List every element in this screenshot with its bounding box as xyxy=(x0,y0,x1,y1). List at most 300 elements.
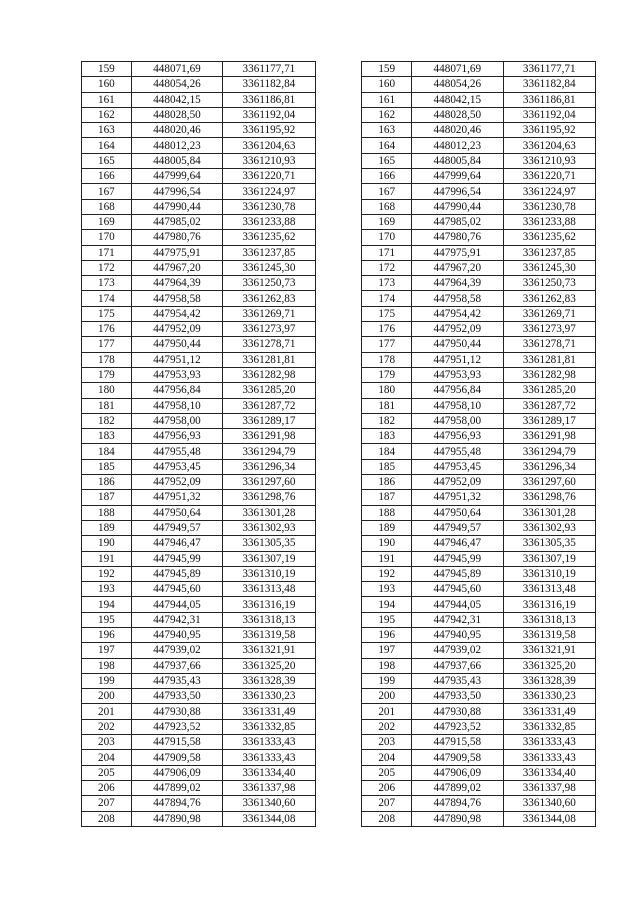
right-x-coordinate-cell: 447894,76 xyxy=(412,796,503,811)
left-y-coordinate-cell: 3361331,49 xyxy=(223,704,315,719)
left-x-coordinate-cell: 447950,64 xyxy=(131,505,222,520)
left-x-coordinate-cell: 448020,46 xyxy=(131,123,222,138)
right-point-number-cell: 182 xyxy=(362,413,412,428)
right-y-coordinate-cell: 3361333,43 xyxy=(503,735,595,750)
right-x-coordinate-cell: 447946,47 xyxy=(412,536,503,551)
left-x-coordinate-cell: 447951,12 xyxy=(131,352,222,367)
left-y-coordinate-cell: 3361307,19 xyxy=(223,551,315,566)
left-y-coordinate-cell: 3361245,30 xyxy=(223,260,315,275)
column-gap xyxy=(315,566,362,581)
column-gap xyxy=(315,367,362,382)
right-y-coordinate-cell: 3361298,76 xyxy=(503,490,595,505)
left-x-coordinate-cell: 447975,91 xyxy=(131,245,222,260)
table-row xyxy=(82,291,596,306)
left-point-number-cell: 205 xyxy=(82,765,132,780)
column-gap xyxy=(315,138,362,153)
left-point-number-cell: 167 xyxy=(82,184,132,199)
table-row xyxy=(82,413,596,428)
left-y-coordinate-cell: 3361328,39 xyxy=(223,673,315,688)
left-x-coordinate-cell: 447899,02 xyxy=(131,780,222,795)
right-point-number-cell: 188 xyxy=(362,505,412,520)
right-x-coordinate-cell: 447951,12 xyxy=(412,352,503,367)
left-y-coordinate-cell: 3361305,35 xyxy=(223,536,315,551)
table-row xyxy=(82,77,596,92)
left-y-coordinate-cell: 3361182,84 xyxy=(223,77,315,92)
right-point-number-cell: 169 xyxy=(362,214,412,229)
table-row xyxy=(82,398,596,413)
left-y-coordinate-cell: 3361237,85 xyxy=(223,245,315,260)
left-point-number-cell: 185 xyxy=(82,459,132,474)
left-y-coordinate-cell: 3361316,19 xyxy=(223,597,315,612)
right-point-number-cell: 196 xyxy=(362,627,412,642)
table-row xyxy=(82,765,596,780)
left-point-number-cell: 175 xyxy=(82,306,132,321)
left-point-number-cell: 179 xyxy=(82,367,132,382)
left-x-coordinate-cell: 447955,48 xyxy=(131,444,222,459)
right-x-coordinate-cell: 448020,46 xyxy=(412,123,503,138)
right-y-coordinate-cell: 3361182,84 xyxy=(503,77,595,92)
left-x-coordinate-cell: 447930,88 xyxy=(131,704,222,719)
right-point-number-cell: 176 xyxy=(362,322,412,337)
table-row xyxy=(82,536,596,551)
right-point-number-cell: 159 xyxy=(362,62,412,77)
left-point-number-cell: 208 xyxy=(82,811,132,826)
table-row xyxy=(82,107,596,122)
column-gap xyxy=(315,322,362,337)
left-x-coordinate-cell: 447956,84 xyxy=(131,383,222,398)
table-row xyxy=(82,490,596,505)
column-gap xyxy=(315,153,362,168)
right-point-number-cell: 160 xyxy=(362,77,412,92)
left-point-number-cell: 198 xyxy=(82,658,132,673)
right-x-coordinate-cell: 447945,99 xyxy=(412,551,503,566)
left-x-coordinate-cell: 447923,52 xyxy=(131,719,222,734)
left-x-coordinate-cell: 447915,58 xyxy=(131,735,222,750)
left-point-number-cell: 181 xyxy=(82,398,132,413)
right-x-coordinate-cell: 447950,44 xyxy=(412,337,503,352)
right-point-number-cell: 198 xyxy=(362,658,412,673)
left-point-number-cell: 188 xyxy=(82,505,132,520)
left-y-coordinate-cell: 3361318,13 xyxy=(223,612,315,627)
table-row xyxy=(82,612,596,627)
right-x-coordinate-cell: 447935,43 xyxy=(412,673,503,688)
right-point-number-cell: 162 xyxy=(362,107,412,122)
right-point-number-cell: 183 xyxy=(362,429,412,444)
coordinate-table-body xyxy=(82,62,596,827)
right-point-number-cell: 178 xyxy=(362,352,412,367)
left-point-number-cell: 197 xyxy=(82,643,132,658)
right-point-number-cell: 206 xyxy=(362,780,412,795)
left-x-coordinate-cell: 447952,09 xyxy=(131,322,222,337)
left-point-number-cell: 200 xyxy=(82,689,132,704)
right-y-coordinate-cell: 3361287,72 xyxy=(503,398,595,413)
right-point-number-cell: 177 xyxy=(362,337,412,352)
left-point-number-cell: 164 xyxy=(82,138,132,153)
right-point-number-cell: 161 xyxy=(362,92,412,107)
table-row xyxy=(82,352,596,367)
left-x-coordinate-cell: 447951,32 xyxy=(131,490,222,505)
left-y-coordinate-cell: 3361333,43 xyxy=(223,750,315,765)
column-gap xyxy=(315,413,362,428)
right-y-coordinate-cell: 3361337,98 xyxy=(503,780,595,795)
right-point-number-cell: 171 xyxy=(362,245,412,260)
right-x-coordinate-cell: 447950,64 xyxy=(412,505,503,520)
left-x-coordinate-cell: 447945,99 xyxy=(131,551,222,566)
right-y-coordinate-cell: 3361186,81 xyxy=(503,92,595,107)
right-y-coordinate-cell: 3361195,92 xyxy=(503,123,595,138)
table-row xyxy=(82,704,596,719)
left-y-coordinate-cell: 3361224,97 xyxy=(223,184,315,199)
right-point-number-cell: 200 xyxy=(362,689,412,704)
coordinate-table xyxy=(81,61,596,827)
left-point-number-cell: 194 xyxy=(82,597,132,612)
right-point-number-cell: 172 xyxy=(362,260,412,275)
right-x-coordinate-cell: 447953,93 xyxy=(412,367,503,382)
left-y-coordinate-cell: 3361233,88 xyxy=(223,214,315,229)
column-gap xyxy=(315,627,362,642)
right-y-coordinate-cell: 3361289,17 xyxy=(503,413,595,428)
right-x-coordinate-cell: 447949,57 xyxy=(412,520,503,535)
right-x-coordinate-cell: 447954,42 xyxy=(412,306,503,321)
left-point-number-cell: 178 xyxy=(82,352,132,367)
table-row xyxy=(82,214,596,229)
right-y-coordinate-cell: 3361328,39 xyxy=(503,673,595,688)
left-point-number-cell: 201 xyxy=(82,704,132,719)
right-point-number-cell: 168 xyxy=(362,199,412,214)
column-gap xyxy=(315,750,362,765)
column-gap xyxy=(315,214,362,229)
left-x-coordinate-cell: 447964,39 xyxy=(131,276,222,291)
left-y-coordinate-cell: 3361313,48 xyxy=(223,582,315,597)
column-gap xyxy=(315,276,362,291)
left-point-number-cell: 171 xyxy=(82,245,132,260)
right-x-coordinate-cell: 447923,52 xyxy=(412,719,503,734)
right-x-coordinate-cell: 447958,00 xyxy=(412,413,503,428)
right-x-coordinate-cell: 447999,64 xyxy=(412,169,503,184)
table-row xyxy=(82,566,596,581)
right-point-number-cell: 208 xyxy=(362,811,412,826)
column-gap xyxy=(315,673,362,688)
column-gap xyxy=(315,582,362,597)
column-gap xyxy=(315,184,362,199)
right-x-coordinate-cell: 448012,23 xyxy=(412,138,503,153)
left-x-coordinate-cell: 447944,05 xyxy=(131,597,222,612)
left-y-coordinate-cell: 3361333,43 xyxy=(223,735,315,750)
table-row xyxy=(82,735,596,750)
left-x-coordinate-cell: 447940,95 xyxy=(131,627,222,642)
right-y-coordinate-cell: 3361224,97 xyxy=(503,184,595,199)
left-x-coordinate-cell: 447953,93 xyxy=(131,367,222,382)
table-row xyxy=(82,322,596,337)
column-gap xyxy=(315,62,362,77)
table-row xyxy=(82,184,596,199)
column-gap xyxy=(315,597,362,612)
left-x-coordinate-cell: 447958,10 xyxy=(131,398,222,413)
table-row xyxy=(82,444,596,459)
left-y-coordinate-cell: 3361337,98 xyxy=(223,780,315,795)
column-gap xyxy=(315,689,362,704)
left-x-coordinate-cell: 447954,42 xyxy=(131,306,222,321)
right-y-coordinate-cell: 3361333,43 xyxy=(503,750,595,765)
table-row xyxy=(82,123,596,138)
table-row xyxy=(82,658,596,673)
left-y-coordinate-cell: 3361195,92 xyxy=(223,123,315,138)
right-y-coordinate-cell: 3361318,13 xyxy=(503,612,595,627)
right-y-coordinate-cell: 3361340,60 xyxy=(503,796,595,811)
right-y-coordinate-cell: 3361282,98 xyxy=(503,367,595,382)
right-x-coordinate-cell: 447967,20 xyxy=(412,260,503,275)
left-x-coordinate-cell: 448012,23 xyxy=(131,138,222,153)
right-x-coordinate-cell: 447939,02 xyxy=(412,643,503,658)
left-point-number-cell: 163 xyxy=(82,123,132,138)
right-y-coordinate-cell: 3361269,71 xyxy=(503,306,595,321)
left-y-coordinate-cell: 3361285,20 xyxy=(223,383,315,398)
right-x-coordinate-cell: 447945,60 xyxy=(412,582,503,597)
right-y-coordinate-cell: 3361273,97 xyxy=(503,322,595,337)
right-y-coordinate-cell: 3361281,81 xyxy=(503,352,595,367)
column-gap xyxy=(315,612,362,627)
table-row xyxy=(82,153,596,168)
table-row xyxy=(82,337,596,352)
column-gap xyxy=(315,536,362,551)
right-point-number-cell: 192 xyxy=(362,566,412,581)
right-x-coordinate-cell: 447930,88 xyxy=(412,704,503,719)
left-y-coordinate-cell: 3361298,76 xyxy=(223,490,315,505)
left-y-coordinate-cell: 3361344,08 xyxy=(223,811,315,826)
right-point-number-cell: 199 xyxy=(362,673,412,688)
right-y-coordinate-cell: 3361237,85 xyxy=(503,245,595,260)
right-x-coordinate-cell: 447985,02 xyxy=(412,214,503,229)
right-y-coordinate-cell: 3361250,73 xyxy=(503,276,595,291)
table-row xyxy=(82,551,596,566)
left-x-coordinate-cell: 447939,02 xyxy=(131,643,222,658)
right-x-coordinate-cell: 448071,69 xyxy=(412,62,503,77)
right-point-number-cell: 167 xyxy=(362,184,412,199)
right-x-coordinate-cell: 448005,84 xyxy=(412,153,503,168)
left-y-coordinate-cell: 3361291,98 xyxy=(223,429,315,444)
left-y-coordinate-cell: 3361332,85 xyxy=(223,719,315,734)
left-x-coordinate-cell: 447952,09 xyxy=(131,475,222,490)
column-gap xyxy=(315,735,362,750)
column-gap xyxy=(315,169,362,184)
right-y-coordinate-cell: 3361316,19 xyxy=(503,597,595,612)
column-gap xyxy=(315,551,362,566)
right-point-number-cell: 205 xyxy=(362,765,412,780)
left-x-coordinate-cell: 448042,15 xyxy=(131,92,222,107)
left-x-coordinate-cell: 447945,60 xyxy=(131,582,222,597)
table-row xyxy=(82,429,596,444)
column-gap xyxy=(315,92,362,107)
left-point-number-cell: 195 xyxy=(82,612,132,627)
right-y-coordinate-cell: 3361235,62 xyxy=(503,230,595,245)
column-gap xyxy=(315,658,362,673)
right-y-coordinate-cell: 3361233,88 xyxy=(503,214,595,229)
right-y-coordinate-cell: 3361192,04 xyxy=(503,107,595,122)
left-x-coordinate-cell: 448071,69 xyxy=(131,62,222,77)
left-point-number-cell: 166 xyxy=(82,169,132,184)
right-point-number-cell: 184 xyxy=(362,444,412,459)
right-point-number-cell: 207 xyxy=(362,796,412,811)
left-y-coordinate-cell: 3361210,93 xyxy=(223,153,315,168)
column-gap xyxy=(315,291,362,306)
left-y-coordinate-cell: 3361296,34 xyxy=(223,459,315,474)
table-row xyxy=(82,230,596,245)
right-x-coordinate-cell: 447996,54 xyxy=(412,184,503,199)
left-y-coordinate-cell: 3361325,20 xyxy=(223,658,315,673)
table-row xyxy=(82,811,596,826)
left-x-coordinate-cell: 447999,64 xyxy=(131,169,222,184)
column-gap xyxy=(315,765,362,780)
left-y-coordinate-cell: 3361294,79 xyxy=(223,444,315,459)
right-point-number-cell: 201 xyxy=(362,704,412,719)
right-x-coordinate-cell: 447890,98 xyxy=(412,811,503,826)
left-y-coordinate-cell: 3361230,78 xyxy=(223,199,315,214)
left-y-coordinate-cell: 3361273,97 xyxy=(223,322,315,337)
right-point-number-cell: 204 xyxy=(362,750,412,765)
left-point-number-cell: 199 xyxy=(82,673,132,688)
table-row xyxy=(82,367,596,382)
left-y-coordinate-cell: 3361289,17 xyxy=(223,413,315,428)
table-row xyxy=(82,627,596,642)
left-x-coordinate-cell: 447894,76 xyxy=(131,796,222,811)
left-x-coordinate-cell: 447958,58 xyxy=(131,291,222,306)
table-row xyxy=(82,673,596,688)
right-x-coordinate-cell: 448042,15 xyxy=(412,92,503,107)
right-point-number-cell: 194 xyxy=(362,597,412,612)
column-gap xyxy=(315,704,362,719)
left-y-coordinate-cell: 3361204,63 xyxy=(223,138,315,153)
left-x-coordinate-cell: 447945,89 xyxy=(131,566,222,581)
column-gap xyxy=(315,77,362,92)
right-x-coordinate-cell: 448028,50 xyxy=(412,107,503,122)
table-row xyxy=(82,138,596,153)
right-point-number-cell: 180 xyxy=(362,383,412,398)
left-x-coordinate-cell: 447956,93 xyxy=(131,429,222,444)
table-row xyxy=(82,199,596,214)
right-point-number-cell: 191 xyxy=(362,551,412,566)
right-x-coordinate-cell: 447906,09 xyxy=(412,765,503,780)
right-point-number-cell: 185 xyxy=(362,459,412,474)
table-row xyxy=(82,643,596,658)
right-y-coordinate-cell: 3361330,23 xyxy=(503,689,595,704)
column-gap xyxy=(315,505,362,520)
right-y-coordinate-cell: 3361285,20 xyxy=(503,383,595,398)
right-y-coordinate-cell: 3361296,34 xyxy=(503,459,595,474)
table-row xyxy=(82,582,596,597)
right-point-number-cell: 175 xyxy=(362,306,412,321)
table-row xyxy=(82,169,596,184)
left-point-number-cell: 161 xyxy=(82,92,132,107)
right-x-coordinate-cell: 448054,26 xyxy=(412,77,503,92)
column-gap xyxy=(315,383,362,398)
right-point-number-cell: 197 xyxy=(362,643,412,658)
left-y-coordinate-cell: 3361310,19 xyxy=(223,566,315,581)
left-x-coordinate-cell: 448028,50 xyxy=(131,107,222,122)
table-row xyxy=(82,276,596,291)
left-point-number-cell: 191 xyxy=(82,551,132,566)
right-y-coordinate-cell: 3361177,71 xyxy=(503,62,595,77)
left-point-number-cell: 206 xyxy=(82,780,132,795)
column-gap xyxy=(315,398,362,413)
left-x-coordinate-cell: 447950,44 xyxy=(131,337,222,352)
column-gap xyxy=(315,230,362,245)
right-y-coordinate-cell: 3361334,40 xyxy=(503,765,595,780)
right-x-coordinate-cell: 447956,93 xyxy=(412,429,503,444)
left-point-number-cell: 204 xyxy=(82,750,132,765)
left-point-number-cell: 177 xyxy=(82,337,132,352)
table-row xyxy=(82,245,596,260)
table-row xyxy=(82,92,596,107)
right-y-coordinate-cell: 3361319,58 xyxy=(503,627,595,642)
table-row xyxy=(82,796,596,811)
column-gap xyxy=(315,260,362,275)
column-gap xyxy=(315,245,362,260)
right-y-coordinate-cell: 3361204,63 xyxy=(503,138,595,153)
table-row xyxy=(82,780,596,795)
left-y-coordinate-cell: 3361334,40 xyxy=(223,765,315,780)
right-x-coordinate-cell: 447958,58 xyxy=(412,291,503,306)
right-x-coordinate-cell: 447955,48 xyxy=(412,444,503,459)
left-x-coordinate-cell: 447958,00 xyxy=(131,413,222,428)
left-x-coordinate-cell: 447937,66 xyxy=(131,658,222,673)
left-x-coordinate-cell: 447949,57 xyxy=(131,520,222,535)
right-y-coordinate-cell: 3361325,20 xyxy=(503,658,595,673)
right-point-number-cell: 186 xyxy=(362,475,412,490)
table-row xyxy=(82,260,596,275)
right-y-coordinate-cell: 3361230,78 xyxy=(503,199,595,214)
left-point-number-cell: 159 xyxy=(82,62,132,77)
left-point-number-cell: 190 xyxy=(82,536,132,551)
right-y-coordinate-cell: 3361210,93 xyxy=(503,153,595,168)
left-point-number-cell: 169 xyxy=(82,214,132,229)
left-x-coordinate-cell: 447946,47 xyxy=(131,536,222,551)
left-x-coordinate-cell: 447933,50 xyxy=(131,689,222,704)
left-y-coordinate-cell: 3361278,71 xyxy=(223,337,315,352)
left-y-coordinate-cell: 3361177,71 xyxy=(223,62,315,77)
right-x-coordinate-cell: 447940,95 xyxy=(412,627,503,642)
left-y-coordinate-cell: 3361281,81 xyxy=(223,352,315,367)
right-point-number-cell: 165 xyxy=(362,153,412,168)
left-y-coordinate-cell: 3361319,58 xyxy=(223,627,315,642)
left-x-coordinate-cell: 447996,54 xyxy=(131,184,222,199)
left-x-coordinate-cell: 448005,84 xyxy=(131,153,222,168)
right-y-coordinate-cell: 3361307,19 xyxy=(503,551,595,566)
table-row xyxy=(82,62,596,77)
left-point-number-cell: 187 xyxy=(82,490,132,505)
right-x-coordinate-cell: 447952,09 xyxy=(412,475,503,490)
right-x-coordinate-cell: 447933,50 xyxy=(412,689,503,704)
left-x-coordinate-cell: 447980,76 xyxy=(131,230,222,245)
left-point-number-cell: 160 xyxy=(82,77,132,92)
column-gap xyxy=(315,123,362,138)
left-y-coordinate-cell: 3361287,72 xyxy=(223,398,315,413)
left-x-coordinate-cell: 447990,44 xyxy=(131,199,222,214)
left-x-coordinate-cell: 447967,20 xyxy=(131,260,222,275)
column-gap xyxy=(315,429,362,444)
right-point-number-cell: 189 xyxy=(362,520,412,535)
left-point-number-cell: 189 xyxy=(82,520,132,535)
left-point-number-cell: 162 xyxy=(82,107,132,122)
table-row xyxy=(82,750,596,765)
right-point-number-cell: 203 xyxy=(362,735,412,750)
left-point-number-cell: 184 xyxy=(82,444,132,459)
right-point-number-cell: 190 xyxy=(362,536,412,551)
right-x-coordinate-cell: 447953,45 xyxy=(412,459,503,474)
left-point-number-cell: 186 xyxy=(82,475,132,490)
column-gap xyxy=(315,459,362,474)
right-x-coordinate-cell: 447945,89 xyxy=(412,566,503,581)
column-gap xyxy=(315,796,362,811)
